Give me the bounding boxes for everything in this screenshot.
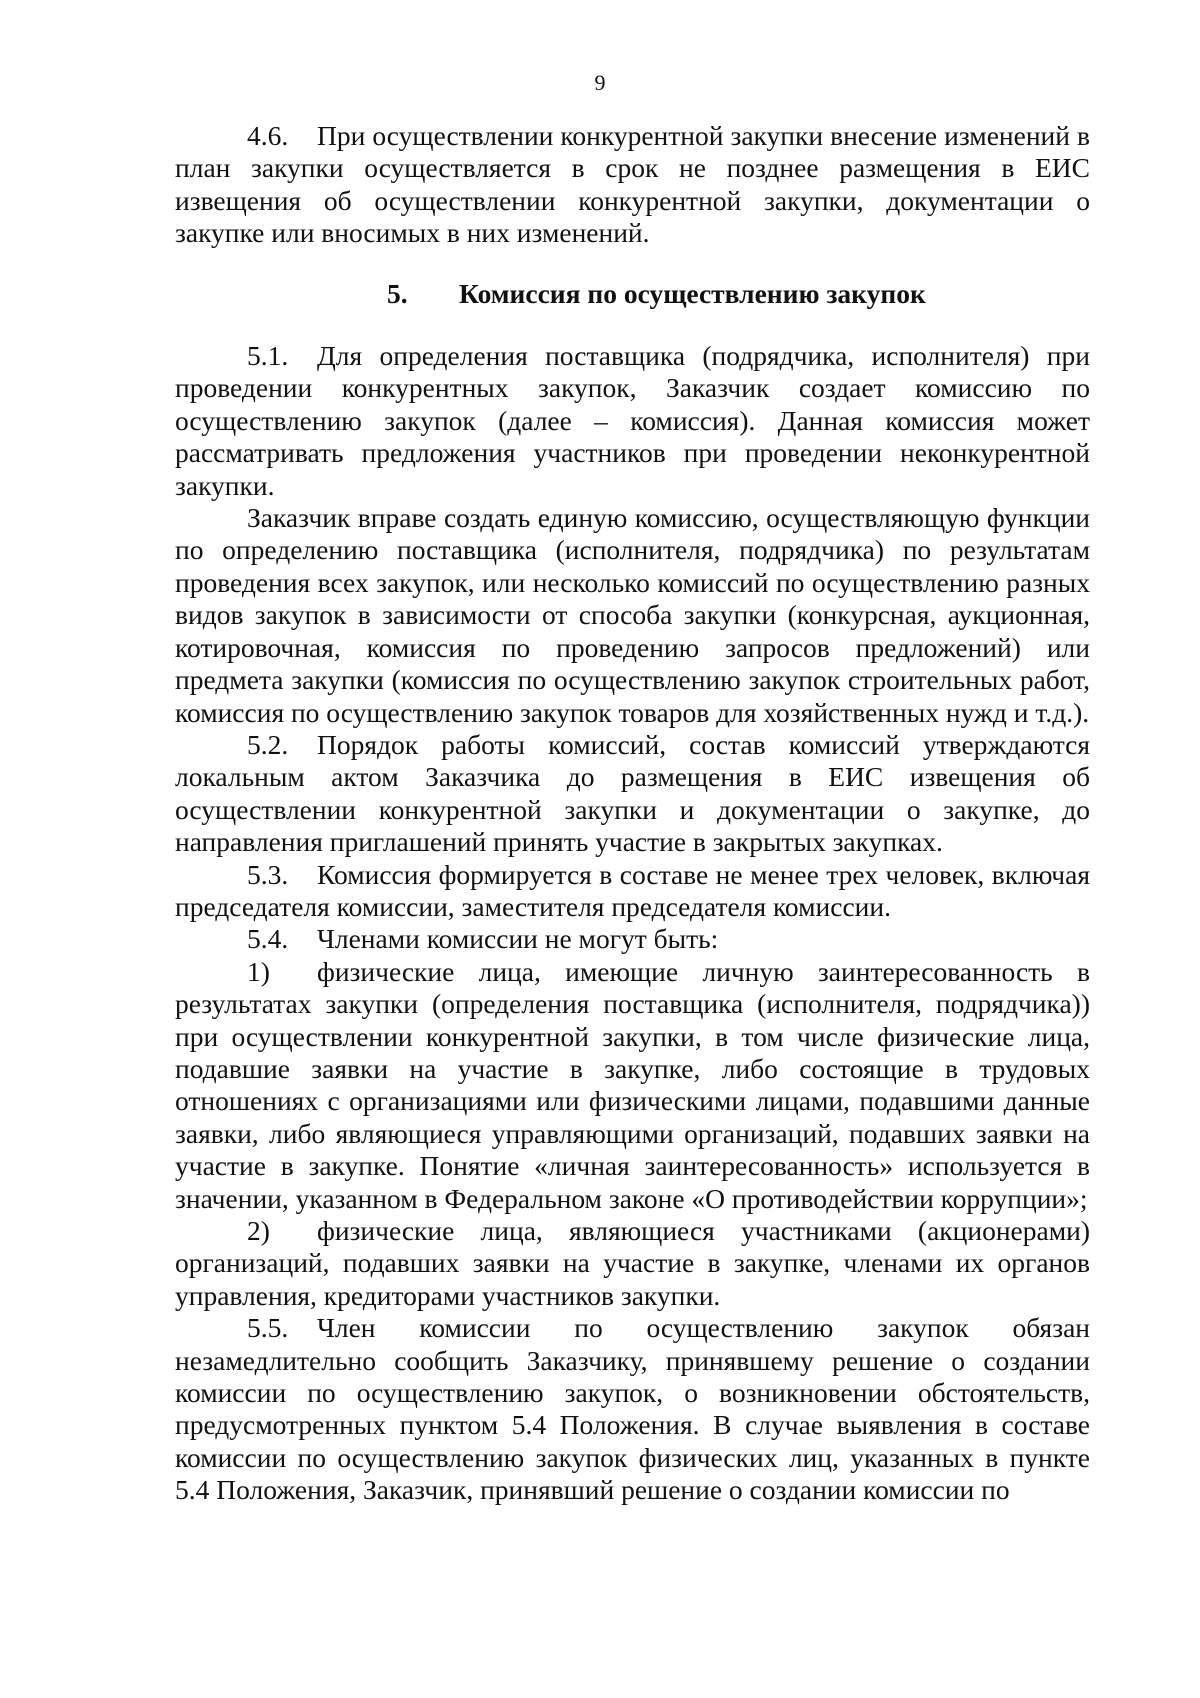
document-body bbox=[175, 120, 1090, 1507]
list-item-text: физические лица, имеющие личную заинтересованность в результатах закупки (определения поставщика (исполнителя, подрядчика)) при осуществлении конкурентной закупки, в том числе физические лица, подавшие заявки на участие в закупке, либо состоящие в трудовых отношениях с организациями или физическими лицами, подавшими данные заявки, либо являющиеся управляющими организаций, подавших заявки на участие в закупке. Понятие «личная заинтересованность» используется в значении, указанном в Федеральном законе «О противодействии коррупции»; bbox=[175, 955, 1090, 1214]
list-item-number: 2) bbox=[247, 1215, 270, 1246]
paragraph-5-5 bbox=[175, 1312, 1090, 1506]
list-item-2 bbox=[175, 1215, 1090, 1312]
paragraph-text: Членами комиссии не могут быть: bbox=[317, 923, 719, 955]
paragraph-5-1 bbox=[175, 340, 1090, 502]
paragraph-text: Член комиссии по осуществлению закупок обязан незамедлительно сообщить Заказчику, принявшему решение о создании комиссии по осуществлению закупок, о возникновении обстоятельств, предусмотренных пунктом 5.4 Положения. В случае выявления в составе комиссии по осуществлению закупок физических лиц, указанных в пункте 5.4 Положения, Заказчик, принявший решение о создании комиссии по bbox=[175, 1312, 1090, 1506]
list-item-text: физические лица, являющиеся участниками (акционерами) организаций, подавших заявки на участие в закупке, членами их органов управления, кредиторами участников закупки. bbox=[175, 1215, 1090, 1311]
section-number: 5. bbox=[387, 277, 408, 309]
paragraph-5-4 bbox=[175, 923, 1090, 955]
section-title: Комиссия по осуществлению закупок bbox=[459, 277, 926, 309]
page-number: 9 bbox=[594, 70, 606, 95]
paragraph-number: 5.2. bbox=[247, 728, 289, 760]
paragraph-number: 5.3. bbox=[247, 858, 289, 890]
paragraph-5-3 bbox=[175, 859, 1090, 924]
paragraph-5-2 bbox=[175, 729, 1090, 859]
paragraph-text: Заказчик вправе создать единую комиссию, осуществляющую функции по определению поставщика (исполнителя, подрядчика) по результатам проведения всех закупок, или несколько комиссий по осуществлению разных видов закупок в зависимости от способа закупки (конкурсная, аукционная, котировочная, комиссия по проведению запросов предложений) или предмета закупки (комиссия по осуществлению закупок строительных работ, комиссия по осуществлению закупок товаров для хозяйственных нужд и т.д.). bbox=[175, 502, 1090, 728]
paragraph-text: Порядок работы комиссий, состав комиссий утверждаются локальным актом Заказчика до размещения в ЕИС извещения об осуществлении конкурентной закупки и документации о закупке, до направления приглашений принять участие в закрытых закупках. bbox=[175, 728, 1090, 858]
paragraph-text: При осуществлении конкурентной закупки внесение изменений в план закупки осуществляется в срок не позднее размещения в ЕИС извещения об осуществлении конкурентной закупки, документации о закупке или вносимых в них изменений. bbox=[175, 120, 1090, 249]
section-heading bbox=[175, 278, 1090, 310]
paragraph-text: Комиссия формируется в составе не менее трех человек, включая председателя комиссии, заместителя председателя комиссии. bbox=[175, 858, 1090, 922]
list-item-1 bbox=[175, 956, 1090, 1215]
paragraph-5-1-continued bbox=[175, 502, 1090, 729]
paragraph-number: 5.5. bbox=[247, 1312, 289, 1344]
paragraph-number: 4.6. bbox=[247, 120, 289, 151]
paragraph-number: 5.4. bbox=[247, 923, 289, 955]
paragraph-number: 5.1. bbox=[247, 340, 289, 372]
paragraph-text: Для определения поставщика (подрядчика, исполнителя) при проведении конкурентных закупок, Заказчик создает комиссию по осуществлению закупок (далее – комиссия). Данная комиссия может рассматривать предложения участников при проведении неконкурентной закупки. bbox=[175, 340, 1090, 501]
list-item-number: 1) bbox=[247, 955, 270, 987]
paragraph-4-6 bbox=[175, 120, 1090, 250]
